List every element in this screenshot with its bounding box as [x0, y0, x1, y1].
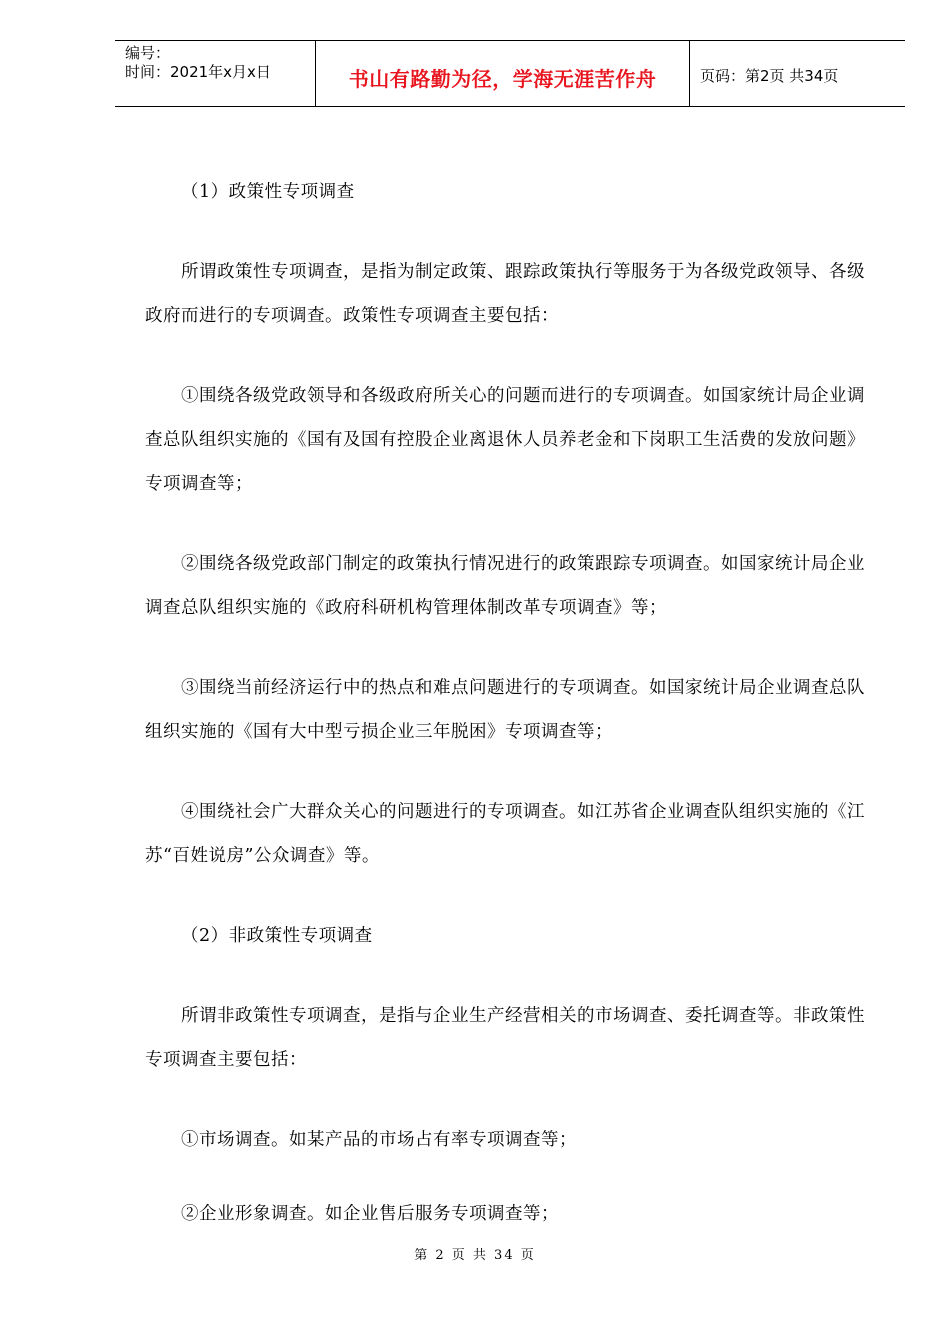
- section-heading-policy: （1）政策性专项调查: [181, 182, 355, 202]
- document-body: [145, 170, 880, 1236]
- list-item-policy-1: ①围绕各级党政领导和各级政府所关心的问题而进行的专项调查。如国家统计局企业调查总队组织实施的《国有及国有控股企业离退休人员养老金和下岗职工生活费的发放问题》专项调查等；: [145, 386, 865, 494]
- document-header: [115, 40, 905, 107]
- list-item-policy-3: ③围绕当前经济运行中的热点和难点问题进行的专项调查。如国家统计局企业调查总队组织实施的《国有大中型亏损企业三年脱困》专项调查等；: [145, 678, 865, 742]
- paragraph-nonpolicy-definition: 所谓非政策性专项调查，是指与企业生产经营相关的市场调查、委托调查等。非政策性专项调查主要包括：: [145, 1006, 865, 1070]
- section-heading-nonpolicy: （2）非政策性专项调查: [181, 926, 373, 946]
- paragraph-policy-definition: 所谓政策性专项调查，是指为制定政策、跟踪政策执行等服务于为各级党政领导、各级政府而进行的专项调查。政策性专项调查主要包括：: [145, 262, 865, 326]
- header-meta-cell: [115, 41, 316, 106]
- number-label: 编号：: [125, 44, 171, 62]
- list-item-policy-2: ②围绕各级党政部门制定的政策执行情况进行的政策跟踪专项调查。如国家统计局企业调查总队组织实施的《政府科研机构管理体制改革专项调查》等；: [145, 554, 865, 618]
- page-info: 页码：第2页 共34页: [700, 67, 839, 85]
- header-motto-cell: [316, 41, 690, 106]
- header-page-cell: [690, 41, 905, 106]
- list-item-nonpolicy-2: ②企业形象调查。如企业售后服务专项调查等；: [181, 1204, 559, 1224]
- list-item-nonpolicy-1: ①市场调查。如某产品的市场占有率专项调查等；: [181, 1130, 577, 1150]
- list-item-policy-4: ④围绕社会广大群众关心的问题进行的专项调查。如江苏省企业调查队组织实施的《江苏“百姓说房”公众调查》等。: [145, 802, 865, 866]
- page-footer: 第 2 页 共 34 页: [414, 1248, 536, 1263]
- motto-text: 书山有路勤为径，学海无涯苦作舟: [348, 67, 657, 91]
- date-label: 时间：2021年x月x日: [125, 63, 271, 81]
